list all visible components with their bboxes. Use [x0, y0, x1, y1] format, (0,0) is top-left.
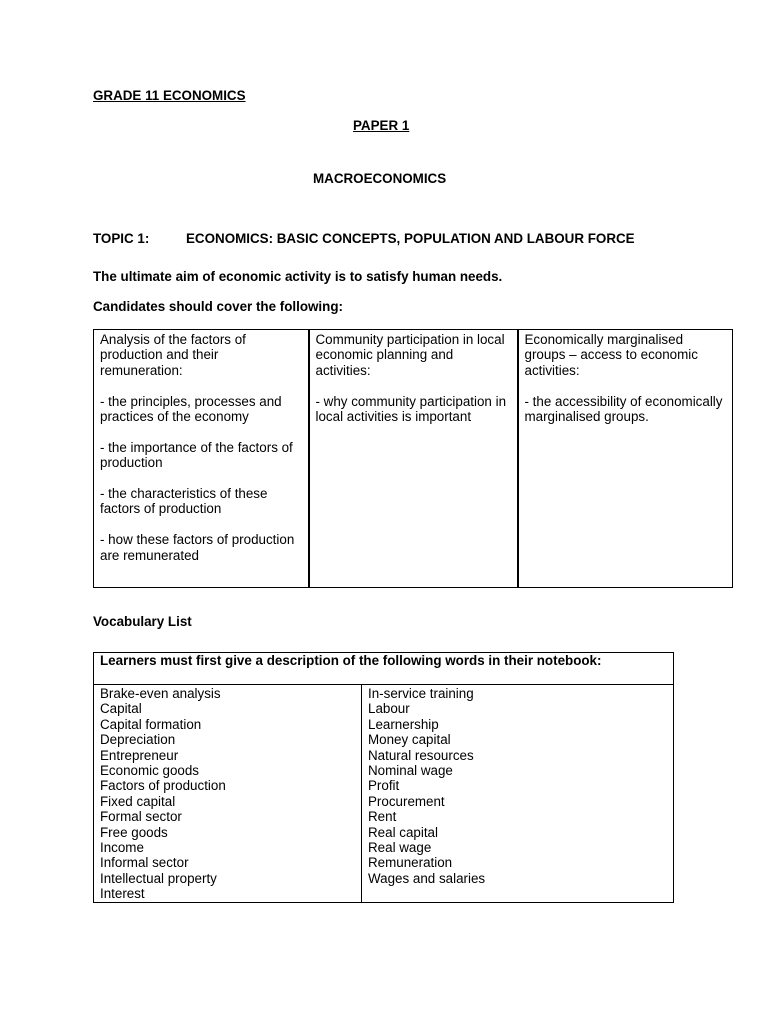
- content-table-row: [94, 330, 733, 588]
- vocabulary-word: Factors of production: [100, 778, 226, 794]
- cell-text: Analysis of the factors of production and their remuneration:: [100, 332, 246, 378]
- vocabulary-word: Intellectual property: [100, 870, 217, 886]
- cover-statement: Candidates should cover the following:: [93, 299, 343, 314]
- topic-label: TOPIC 1:: [93, 231, 150, 246]
- cell-text: - the characteristics of these factors of production: [100, 486, 268, 517]
- content-cell-factors-of-production: [94, 330, 309, 588]
- cell-text: Community participation in local economic planning and activities:: [315, 332, 505, 378]
- vocabulary-word: Procurement: [368, 793, 445, 809]
- vocabulary-left-column: [94, 685, 362, 903]
- topic-heading: [93, 231, 733, 246]
- vocabulary-word: Free goods: [100, 824, 168, 840]
- vocabulary-word: Profit: [368, 778, 400, 794]
- content-cell-marginalised-groups: [518, 330, 733, 588]
- vocabulary-word: Depreciation: [100, 732, 176, 748]
- vocabulary-words-row: [94, 685, 674, 903]
- vocabulary-right-column: [362, 685, 674, 903]
- cell-text: - how these factors of production are remunerated: [100, 532, 295, 563]
- vocabulary-word: Income: [100, 840, 144, 856]
- cell-text: - the accessibility of economically marginalised groups.: [524, 393, 723, 425]
- vocabulary-word: Nominal wage: [368, 763, 453, 779]
- vocabulary-word: In-service training: [368, 686, 474, 701]
- content-cell-community-participation: [309, 330, 518, 588]
- cell-text: - why community participation in local activities is important: [315, 393, 507, 425]
- content-table: [93, 329, 733, 588]
- vocabulary-word: Entrepreneur: [100, 747, 179, 763]
- vocabulary-word: Money capital: [368, 732, 451, 748]
- document-page: [93, 0, 733, 1024]
- vocabulary-instruction: Learners must first give a description of the following words in their notebook:: [94, 653, 674, 685]
- vocabulary-word: Economic goods: [100, 763, 199, 779]
- vocabulary-table: [93, 652, 674, 903]
- cell-text: - the importance of the factors of production: [100, 439, 293, 471]
- vocabulary-word: Formal sector: [100, 809, 182, 825]
- vocabulary-word: Capital: [100, 701, 142, 717]
- vocabulary-word: Wages and salaries: [368, 870, 486, 886]
- cell-text: Economically marginalised groups – access to economic activities:: [524, 332, 698, 378]
- vocabulary-word: Remuneration: [368, 855, 453, 871]
- vocabulary-word: Fixed capital: [100, 793, 176, 809]
- vocabulary-word: Rent: [368, 809, 397, 825]
- vocabulary-word: Brake-even analysis: [100, 686, 221, 701]
- vocabulary-heading: Vocabulary List: [93, 614, 192, 629]
- vocabulary-word: Real wage: [368, 840, 432, 856]
- grade-title: GRADE 11 ECONOMICS: [93, 88, 246, 103]
- vocabulary-word: Natural resources: [368, 747, 474, 763]
- vocabulary-word: Real capital: [368, 824, 438, 840]
- vocabulary-word: Labour: [368, 701, 410, 717]
- vocabulary-word: Informal sector: [100, 855, 189, 871]
- paper-title: PAPER 1: [353, 118, 410, 133]
- section-title: MACROECONOMICS: [313, 171, 447, 186]
- vocabulary-word: Learnership: [368, 716, 439, 732]
- vocabulary-header-row: [94, 653, 674, 685]
- vocabulary-word: Interest: [100, 886, 145, 902]
- aim-statement: The ultimate aim of economic activity is to satisfy human needs.: [93, 269, 503, 284]
- vocabulary-word: Capital formation: [100, 716, 202, 732]
- topic-title: ECONOMICS: BASIC CONCEPTS, POPULATION AND LABOUR FORCE: [186, 231, 635, 246]
- cell-text: - the principles, processes and practices of the economy: [100, 393, 282, 425]
